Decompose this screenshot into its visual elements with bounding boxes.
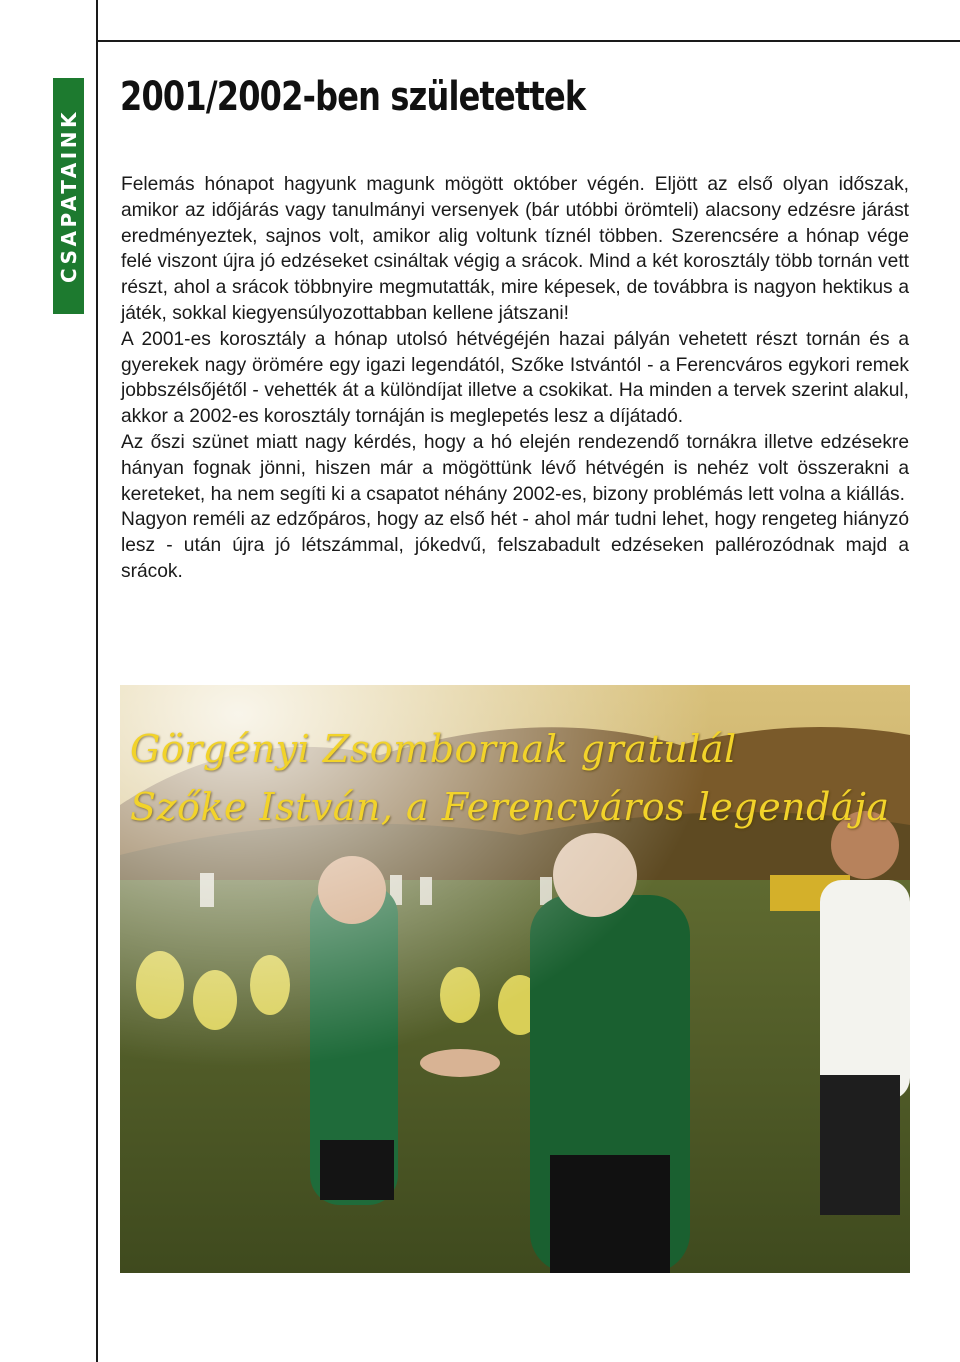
- section-tab: [53, 78, 84, 314]
- award-photo: [120, 685, 910, 1273]
- header-rule: [96, 40, 960, 42]
- section-tab-label: CSAPATAINK: [56, 109, 81, 283]
- paragraph: Az őszi szünet miatt nagy kérdés, hogy a hó elején rendezendő tornákra illetve edzésekre hányan fognak jönni, hiszen már a mögöttünk lévő hétvégén is nehéz volt összerakni a kereteket, ha nem segíti ki a csapatot néhány 2002-es, bizony problémás lett volna a kiállás.: [121, 431, 909, 505]
- article-body: [121, 172, 909, 585]
- paragraph: A 2001-es korosztály a hónap utolsó hétvégéjén hazai pályán vehetett részt tornán és a gyerekek nagy örömére egy igazi legendától, Szőke Istvántól - a Ferencváros egykori remek jobbszélsőjétől - vehették át a különdíjat illetve a csokikat. Ha minden a tervek szerint alakul, akkor a 2002-es korosztály tornáján is meglepetés lesz a díjátadó.: [121, 328, 909, 428]
- photo-caption-line2: Szőke István, a Ferencváros legendája: [130, 785, 890, 829]
- vertical-rule: [96, 0, 98, 1362]
- photo-caption-line1: Görgényi Zsombornak gratulál: [130, 727, 737, 771]
- page-title: 2001/2002-ben születettek: [120, 74, 586, 120]
- paragraph: Nagyon reméli az edzőpáros, hogy az első hét - ahol már tudni lehet, hogy rengeteg hiányzó lesz - után újra jó létszámmal, jókedvű, felszabadult edzéseken pallérozódnak majd a srácok.: [121, 509, 909, 582]
- photo-illustration: [120, 685, 910, 1273]
- paragraph: Felemás hónapot hagyunk magunk mögött október végén. Eljött az első olyan időszak, amikor az időjárás vagy tanulmányi versenyek (bár utóbbi örömteli) alacsony edzésre járást eredményeztek, sajnos volt, amikor alig voltunk tíznél többen. Szerencsére a hónap vége felé viszont újra jó edzéseket csináltak végig a srácok. Mind a két korosztály több tornán vett részt, ahol a srácok többnyire megmutatták, mire képesek, de továbbra is nagyon hektikus a játék, sokkal kiegyensúlyozottabban kellene játszani!: [121, 174, 909, 324]
